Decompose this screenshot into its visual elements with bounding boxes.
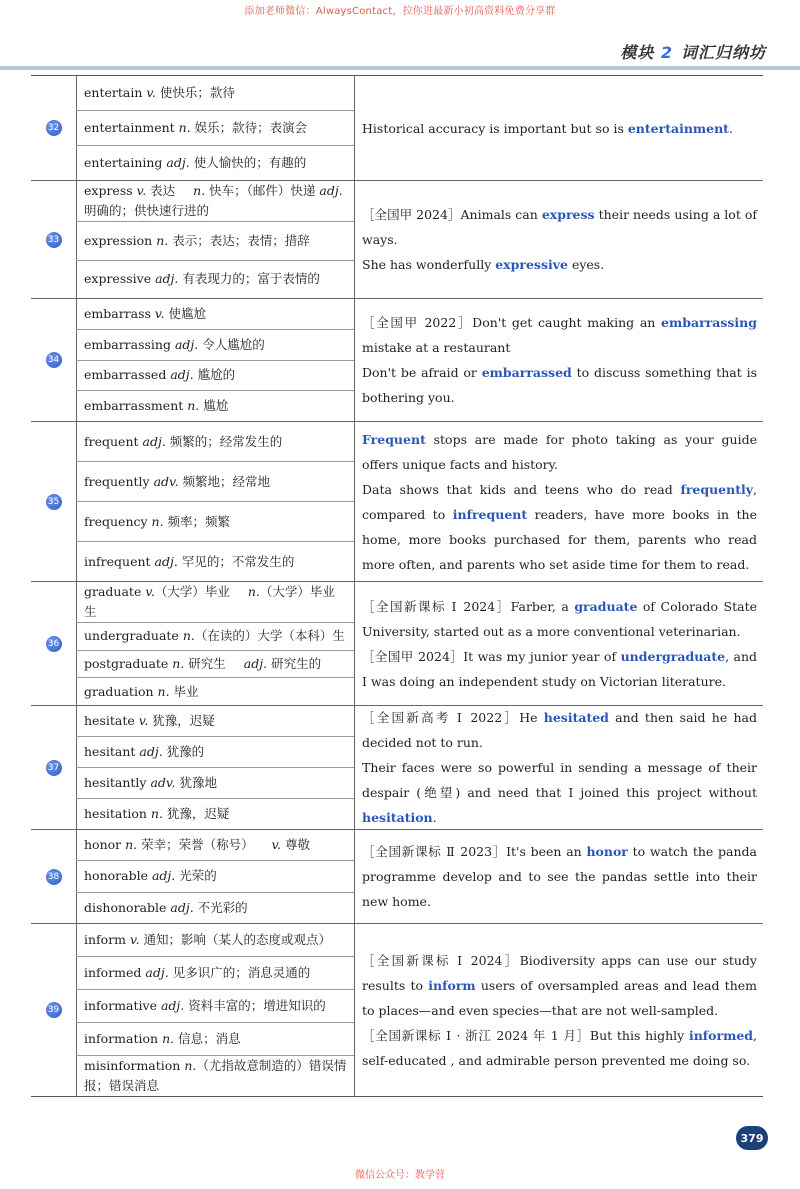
text-segment: express [84, 183, 137, 198]
part-of-speech: adj. [319, 183, 343, 198]
example-sentence [362, 202, 757, 252]
word-definition [84, 335, 265, 355]
highlighted-word: Frequent [362, 431, 426, 447]
vocab-group [31, 830, 763, 924]
group-number-badge: 39 [46, 1002, 62, 1018]
word-form-row [76, 768, 354, 799]
part-of-speech: adj. [170, 899, 194, 915]
word-form-row [76, 391, 354, 421]
text-segment: embarrass [84, 305, 155, 321]
text-segment: honorable [84, 868, 152, 884]
part-of-speech: adj. [139, 744, 163, 759]
text-segment: 娱乐；款待；表演会 [190, 120, 308, 135]
part-of-speech: n. [150, 806, 163, 821]
word-forms-column [76, 422, 355, 581]
word-definition [84, 1029, 241, 1049]
part-of-speech: n. [157, 683, 170, 699]
highlighted-word: embarrassed [481, 365, 572, 380]
text-segment: to discuss something that is bothering you. [362, 365, 757, 405]
text-segment: 尴尬 [199, 398, 229, 414]
example-sentence [362, 594, 757, 644]
text-segment: to watch the panda programme develop and to see the pandas settle into their new home. [362, 844, 757, 909]
text-segment: , self-educated , and admirable person prevented me doing so. [362, 1027, 757, 1068]
word-form-row [76, 582, 354, 623]
part-of-speech: n. [151, 513, 164, 529]
example-sentence [362, 948, 757, 1023]
highlighted-word: informed [688, 1027, 754, 1043]
text-segment: misinformation [84, 1058, 185, 1073]
highlighted-word: inform [428, 977, 476, 993]
text-segment: embarrassing [84, 336, 175, 352]
text-segment: graduation [84, 683, 158, 699]
word-definition [84, 396, 228, 416]
group-number-cell [31, 582, 77, 705]
word-form-row [76, 957, 354, 990]
vocab-group [31, 181, 763, 299]
vocab-group [31, 582, 763, 706]
part-of-speech: v. [271, 837, 282, 853]
word-definition [84, 711, 215, 731]
part-of-speech: n. [182, 628, 195, 644]
group-number-cell [31, 706, 77, 829]
word-form-row [76, 76, 354, 111]
text-segment: Data shows that kids and teens who do read [362, 481, 681, 497]
text-segment: entertainment [84, 120, 179, 135]
word-form-row [76, 330, 354, 361]
word-form-row [76, 1056, 354, 1096]
group-number-badge: 32 [46, 120, 62, 136]
part-of-speech: n. [193, 183, 206, 198]
text-segment: 表达 [146, 183, 180, 198]
part-of-speech: adv. [153, 473, 179, 489]
part-of-speech: adj. [243, 656, 268, 671]
text-segment: 资料丰富的；增进知识的 [184, 998, 326, 1013]
text-segment: 研究生 [184, 656, 230, 671]
part-of-speech: v. [136, 183, 147, 198]
bottom-watermark: 微信公众号：教学营 [355, 1170, 445, 1181]
text-segment: Their faces were so powerful in sending a message of their despair (绝望) and need that I joined this project without [362, 760, 757, 800]
part-of-speech: n. [247, 584, 260, 599]
text-segment: dishonorable [84, 899, 171, 915]
group-number-badge: 35 [46, 494, 62, 510]
part-of-speech: v. [146, 85, 156, 100]
text-segment: ［全国甲 2024］It was my junior year of [362, 648, 621, 664]
text-segment: , and I was doing an independent study on Victorian literature. [362, 648, 757, 689]
word-definition [84, 682, 199, 702]
text-segment: Don't be afraid or [362, 365, 482, 380]
word-definition [84, 181, 347, 221]
text-segment: 频繁地；经常地 [178, 473, 271, 489]
text-segment: 使尴尬 [164, 305, 206, 321]
part-of-speech: adj. [154, 553, 178, 569]
word-form-row [76, 181, 354, 222]
text-segment: undergraduate [84, 628, 183, 644]
module-number: 2 [660, 43, 673, 62]
highlighted-word: entertainment [627, 120, 729, 136]
group-number-cell [31, 76, 77, 180]
text-segment: mistake at a restaurant [362, 340, 511, 355]
highlighted-word: hesitation [362, 810, 433, 825]
text-segment: 犹豫，迟疑 [148, 713, 215, 728]
word-form-row [76, 111, 354, 146]
header-rule [0, 66, 800, 70]
group-number-badge: 33 [46, 232, 62, 248]
text-segment: hesitate [84, 713, 139, 728]
highlighted-word: express [541, 207, 595, 222]
example-sentences [354, 706, 763, 829]
part-of-speech: adj. [174, 336, 199, 352]
page-number-badge: 379 [736, 1126, 768, 1150]
part-of-speech: n. [187, 398, 200, 414]
part-of-speech: n. [184, 1058, 197, 1073]
text-segment: information [84, 1031, 163, 1046]
word-definition [84, 1056, 347, 1096]
word-form-row [76, 422, 354, 462]
word-definition [84, 365, 235, 385]
part-of-speech: v. [145, 584, 155, 599]
vocab-group [31, 299, 763, 422]
part-of-speech: adj. [155, 271, 179, 287]
text-segment: informative [84, 998, 161, 1013]
text-segment: their needs using a lot of ways. [362, 207, 758, 247]
word-definition [84, 153, 306, 173]
part-of-speech: adj. [170, 367, 194, 383]
group-number-cell [31, 422, 77, 581]
group-number-badge: 38 [46, 869, 62, 885]
highlighted-word: embarrassing [661, 315, 757, 330]
text-segment: frequent [84, 433, 143, 449]
vocabulary-table [31, 75, 763, 1097]
text-segment: readers, have more books in the home, more books purchased for them, parents who read more often, and parents who set aside time for them to read. [362, 506, 757, 572]
text-segment: and then said he had decided not to run. [362, 710, 757, 750]
text-segment: 研究生的 [267, 656, 322, 671]
module-header [620, 40, 766, 63]
text-segment: 频率；频繁 [163, 513, 231, 529]
part-of-speech: n. [178, 120, 191, 135]
text-segment: 光荣的 [175, 868, 217, 884]
word-form-row [76, 830, 354, 861]
text-segment: informed [84, 965, 146, 980]
text-segment: （在读的）大学（本科）生 [194, 628, 345, 644]
vocab-group [31, 422, 763, 582]
word-form-row [76, 1023, 354, 1056]
text-segment: of Colorado State University, started out as a more conventional veterinarian. [362, 598, 758, 639]
text-segment: 使快乐；款待 [155, 85, 235, 100]
text-segment: . [728, 120, 733, 136]
word-form-row [76, 222, 354, 261]
word-definition [84, 742, 204, 762]
word-forms-column [76, 181, 355, 298]
part-of-speech: n. [172, 656, 185, 671]
text-segment: graduate [84, 584, 146, 599]
text-segment: 有表现力的；富于表情的 [178, 271, 320, 287]
text-segment: 犹豫的 [162, 744, 205, 759]
text-segment: expression [84, 232, 157, 248]
highlighted-word: undergraduate [620, 648, 726, 664]
part-of-speech: adj. [142, 433, 166, 449]
group-number-cell [31, 924, 77, 1096]
example-sentence [362, 116, 757, 141]
group-number-cell [31, 299, 77, 421]
example-sentence [362, 252, 757, 277]
word-form-row [76, 623, 354, 651]
part-of-speech: n. [162, 1031, 175, 1046]
text-segment: ［全国新高考 Ⅰ 2022］He [362, 710, 544, 725]
word-form-row [76, 261, 354, 299]
example-sentence [362, 839, 757, 914]
example-sentence [362, 360, 757, 410]
part-of-speech: adj. [145, 965, 169, 980]
group-number-badge: 34 [46, 352, 62, 368]
highlighted-word: infrequent [452, 506, 528, 522]
example-sentence [362, 427, 757, 477]
word-form-row [76, 737, 354, 768]
word-form-row [76, 651, 354, 679]
text-segment: 犹豫地 [175, 775, 217, 790]
text-segment: ［全国新课标 Ⅰ 2024］Biodiversity apps can use our study results to [362, 952, 757, 993]
text-segment: 犹豫，迟疑 [162, 806, 230, 821]
text-segment: ［全国甲 2024］Animals can [362, 207, 542, 222]
word-definition [84, 866, 217, 886]
word-forms-column [76, 582, 355, 705]
word-definition [84, 231, 310, 251]
text-segment: users of oversampled areas and lead them to places—and even species—that are not well-sampled. [362, 977, 757, 1018]
word-form-row [76, 861, 354, 892]
part-of-speech: v. [138, 713, 149, 728]
word-definition [84, 472, 270, 492]
example-sentence [362, 705, 757, 755]
part-of-speech: adj. [151, 868, 176, 884]
word-form-row [76, 678, 354, 705]
text-segment: 明确的；供快速行进的 [84, 203, 210, 218]
text-segment: stops are made for photo taking as your guide offers unique facts and history. [362, 431, 757, 472]
text-segment: 表示；表达；表情；措辞 [168, 232, 310, 248]
text-segment: inform [84, 932, 131, 947]
text-segment: frequency [84, 513, 152, 529]
group-number-cell [31, 830, 77, 923]
text-segment: ［全国甲 2022］Don't get caught making an [362, 315, 662, 330]
text-segment: , compared to [362, 481, 757, 522]
text-segment: 信息；消息 [174, 1031, 241, 1046]
word-form-row [76, 799, 354, 829]
text-segment: （大学）毕业生 [84, 584, 335, 619]
word-definition [84, 654, 321, 674]
word-form-row [76, 146, 354, 180]
word-forms-column [76, 706, 355, 829]
word-definition [84, 432, 282, 452]
word-definition [84, 835, 310, 855]
word-definition [84, 552, 294, 572]
vocab-group [31, 76, 763, 181]
text-segment: ［全国新课标 Ⅰ 2024］Farber, a [362, 598, 575, 614]
word-forms-column [76, 299, 355, 421]
text-segment: 通知；影响（某人的态度或观点） [139, 932, 332, 947]
text-segment: 见多识广的；消息灵通的 [168, 965, 311, 980]
text-segment: Historical accuracy is important but so is [362, 120, 628, 136]
text-segment: 不光彩的 [193, 899, 248, 915]
text-segment: 尴尬的 [193, 367, 236, 383]
group-number-badge: 37 [46, 760, 62, 776]
word-form-row [76, 924, 354, 957]
text-segment: 荣幸；荣誉（称号） [137, 837, 258, 853]
word-form-row [76, 502, 354, 542]
text-segment: infrequent [84, 553, 155, 569]
highlighted-word: expressive [495, 257, 568, 272]
text-segment: hesitantly [84, 775, 151, 790]
example-sentences [354, 830, 763, 923]
word-form-row [76, 462, 354, 502]
example-sentence [362, 644, 757, 694]
text-segment: expressive [84, 271, 156, 287]
example-sentences [354, 582, 763, 705]
example-sentences [354, 76, 763, 180]
highlighted-word: hesitated [543, 710, 609, 725]
part-of-speech: adj. [166, 155, 190, 170]
word-definition [84, 804, 229, 824]
word-form-row [76, 361, 354, 392]
example-sentence [362, 477, 757, 577]
text-segment: 频繁的；经常发生的 [165, 433, 283, 449]
group-number-badge: 36 [46, 636, 62, 652]
example-sentences [354, 181, 763, 298]
vocab-group [31, 706, 763, 830]
word-forms-column [76, 924, 355, 1096]
word-definition [84, 963, 310, 983]
example-sentences [354, 422, 763, 581]
text-segment: ［全国新课标 Ⅰ · 浙江 2024 年 1 月］But this highly [362, 1027, 689, 1043]
word-definition [84, 83, 235, 103]
word-form-row [76, 893, 354, 923]
text-segment: frequently [84, 473, 154, 489]
example-sentence [362, 1023, 757, 1073]
highlighted-word: frequently [680, 481, 754, 497]
word-definition [84, 930, 331, 950]
text-segment: 尊敬 [281, 837, 311, 853]
text-segment: entertain [84, 85, 147, 100]
text-segment: embarrassed [84, 367, 171, 383]
text-segment: She has wonderfully [362, 257, 496, 272]
text-segment: 使人愉快的；有趣的 [189, 155, 307, 170]
part-of-speech: adv. [150, 775, 176, 790]
text-segment: postgraduate [84, 656, 173, 671]
text-segment: honor [84, 837, 126, 853]
word-definition [84, 304, 206, 324]
word-form-row [76, 990, 354, 1023]
word-form-row [76, 706, 354, 737]
example-sentences [354, 924, 763, 1096]
word-definition [84, 996, 326, 1016]
word-form-row [76, 542, 354, 581]
word-forms-column [76, 830, 355, 923]
part-of-speech: n. [156, 232, 169, 248]
top-watermark: 添加老师微信：AlwaysContact，拉你进最新小初高资料免费分享群 [244, 6, 556, 17]
module-label: 模块 [620, 43, 655, 62]
word-definition [84, 773, 217, 793]
word-definition [84, 512, 230, 532]
part-of-speech: v. [130, 932, 140, 947]
text-segment: 毕业 [169, 683, 199, 699]
highlighted-word: graduate [574, 598, 638, 614]
highlighted-word: honor [586, 844, 628, 859]
word-definition [84, 269, 320, 289]
text-segment: （尤指故意制造的）错误情报；错误消息 [84, 1058, 347, 1093]
example-sentence [362, 310, 757, 360]
text-segment: （大学）毕业 [154, 584, 234, 599]
word-form-row [76, 299, 354, 330]
part-of-speech: v. [154, 305, 165, 321]
text-segment: embarrassment [84, 398, 188, 414]
example-sentence [362, 755, 757, 830]
text-segment: eyes. [567, 257, 605, 272]
text-segment: hesitant [84, 744, 140, 759]
text-segment: . [432, 810, 437, 825]
text-segment: 罕见的；不常发生的 [177, 553, 295, 569]
vocab-group [31, 924, 763, 1096]
text-segment: ［全国新课标 Ⅱ 2023］It's been an [362, 844, 587, 859]
group-number-cell [31, 181, 77, 298]
word-definition [84, 898, 248, 918]
text-segment: 令人尴尬的 [198, 336, 265, 352]
word-definition [84, 582, 347, 622]
text-segment: 快车；（邮件）快递 [205, 183, 320, 198]
text-segment: hesitation [84, 806, 151, 821]
section-title: 词汇归纳坊 [680, 43, 766, 62]
part-of-speech: adj. [160, 998, 185, 1013]
part-of-speech: n. [125, 837, 138, 853]
word-definition [84, 626, 345, 646]
text-segment: entertaining [84, 155, 167, 170]
word-forms-column [76, 76, 355, 180]
example-sentences [354, 299, 763, 421]
word-definition [84, 118, 307, 138]
